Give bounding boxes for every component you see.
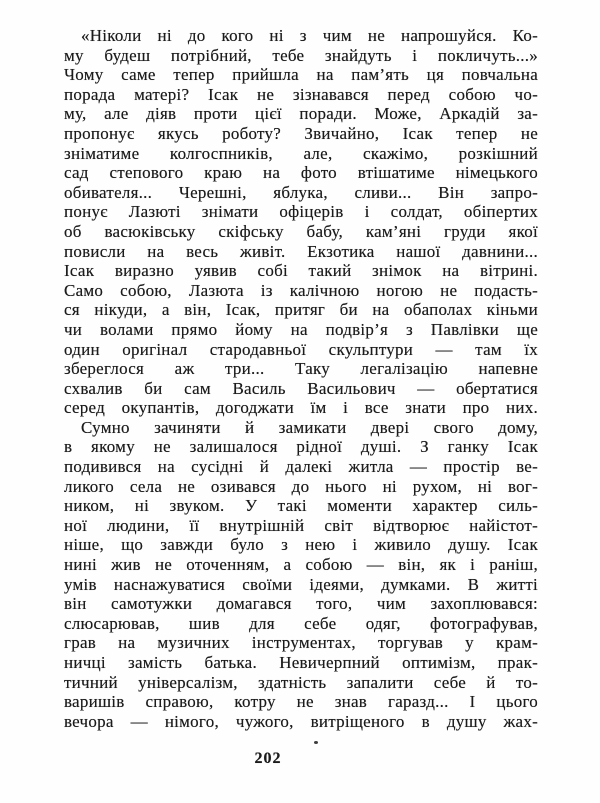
text-line: збереглося аж три... Таку легалізацію напевне (64, 359, 538, 379)
text-line: зніматиме колгоспників, але, скажімо, розкішний (64, 143, 538, 163)
text-line: грав на музичних інструментах, торгував у крам- (64, 633, 538, 653)
text-line: ликого села не озивався до нього ні рухом, ні вог- (64, 476, 538, 496)
text-line: серед окупантів, догоджати їм і все знати про них. (64, 398, 538, 418)
text-line: ніше, що завжди було з нею і живило душу. Ісак (64, 535, 538, 555)
text-line: подивився на сусідні й далекі житла — простір ве- (64, 457, 538, 477)
text-line: Само собою, Лазюта із калічною ногою не подасть- (64, 280, 538, 300)
text-line: повисли на весь живіт. Екзотика нашої давнини... (64, 241, 538, 261)
text-line: сад степового краю на фото втішатиме німецького (64, 163, 538, 183)
text-line: ником, ні звуком. У такі моменти характер силь- (64, 496, 538, 516)
text-line: порада матері? Ісак не зізнавався перед собою чо- (64, 84, 538, 104)
text-line: ся нікуди, а він, Ісак, притяг би на обаполах кіньми (64, 300, 538, 320)
text-line: в якому не залишалося рідної душі. З ганку Ісак (64, 437, 538, 457)
text-line: Ісак виразно уявив собі такий знімок на вітрині. (64, 261, 538, 281)
text-line: об васюківську скіфську бабу, кам’яні груди якої (64, 221, 538, 241)
text-line: він самотужки домагався того, чим захоплювався: (64, 594, 538, 614)
text-line: Сумно зачиняти й замикати двері свого дому, (81, 417, 538, 437)
page-number: 202 (254, 750, 282, 767)
paragraph (64, 26, 538, 418)
text-line: нині жив не оточенням, а собою — він, як і раніш, (64, 555, 538, 575)
text-line: «Ніколи ні до кого ні з чим не напрошуйся. Ко- (81, 26, 538, 45)
text-line: понує Лазюті знімати офіцерів і солдат, обіпертих (64, 202, 538, 222)
text-line: ничці замість батька. Невичерпний оптимізм, прак- (64, 653, 538, 672)
text-line: тичний універсалізм, здатність запалити себе й то- (64, 672, 538, 692)
text-line: слюсарював, шив для себе одяг, фотографував, (64, 613, 538, 633)
text-line: вечора — німого, чужого, витріщеного в душу жах- (64, 711, 538, 731)
text-line: пропонує якусь роботу? Звичайно, Ісак тепер не (64, 123, 538, 143)
text-line: му будеш потрібний, тебе знайдуть і покличуть...» (64, 45, 538, 65)
scan-artifact-speck (314, 741, 318, 744)
text-line: схвалив би сам Василь Васильович — обертатися (64, 378, 538, 398)
body-text (64, 26, 538, 731)
text-line: варишів справою, котру не знав гаразд... І цього (64, 692, 538, 712)
text-line: Чому саме тепер прийшла на пам’ять ця повчальна (64, 65, 538, 85)
text-line: один оригінал стародавньої скульптури — там їх (64, 339, 538, 359)
text-line: му, але діяв проти цієї поради. Може, Аркадій за- (64, 104, 538, 124)
paragraph (64, 418, 538, 732)
text-line: ної людини, її внутрішній світ відтворює найістот- (64, 515, 538, 535)
text-line: чи волами прямо йому на подвір’я з Павлівки ще (64, 319, 538, 339)
text-line: умів наснажуватися своїми ідеями, думками. В житті (64, 574, 538, 594)
text-line: обивателя... Черешні, яблука, сливи... Він запро- (64, 182, 538, 202)
